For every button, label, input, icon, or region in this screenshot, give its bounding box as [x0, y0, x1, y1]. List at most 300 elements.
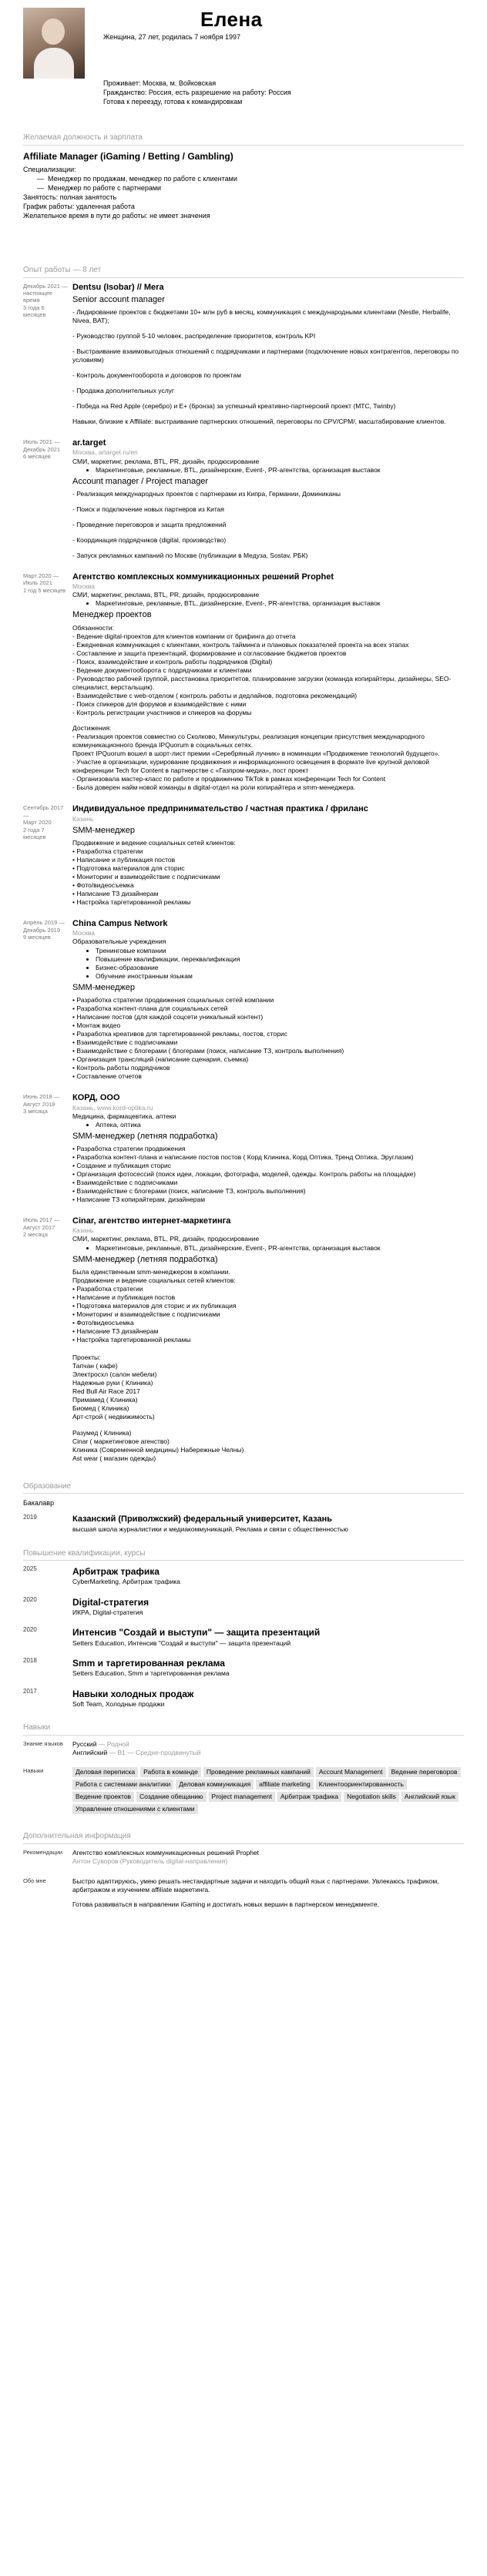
bullet-icon: • — [72, 1161, 77, 1169]
about-label: Обо мне — [23, 1877, 46, 1884]
duty-text: Организация трансляций (написание сценария, съемка) — [76, 1055, 249, 1064]
language-item — [72, 1740, 464, 1749]
company-industry: СМИ, маркетинг, реклама, BTL, PR, дизайн, продюсирование — [72, 457, 260, 465]
company-name: ar.target — [72, 438, 106, 448]
spec-item: — Менеджер по продажам, менеджер по работе с клиентами — [48, 174, 464, 183]
spacer — [72, 395, 464, 402]
duty-text: Подготовка материалов для сторис — [76, 864, 185, 873]
course-provider: Soft Team, Холодные продажи — [72, 1699, 165, 1708]
duty-line: - Проведение переговоров и защита предложений — [72, 520, 227, 528]
bullet-icon: • — [72, 1021, 77, 1030]
languages-row — [23, 1740, 464, 1758]
spacer — [72, 514, 464, 521]
industry-item: • Аптека, оптика — [96, 1121, 464, 1129]
duty-text: Мониторинг и взаимодействие с подписчиками — [76, 873, 220, 881]
skill-tag: Английский язык — [401, 1792, 458, 1802]
duty-item — [72, 1319, 464, 1327]
course-entry — [23, 1688, 464, 1709]
duty-text: Написание постов (для каждой соцсети уникальный контент) — [76, 1013, 264, 1021]
job-entry — [23, 438, 464, 560]
duty-item — [72, 1072, 464, 1081]
company-city: Казань — [72, 1226, 94, 1235]
desired-title: Affiliate Manager (iGaming / Betting / Gambling) — [23, 150, 233, 162]
travel-time: Желательное время в пути до работы: не имеет значения — [23, 212, 210, 220]
course-provider: ИКРА, Digital-стратегия — [72, 1608, 143, 1617]
industry-item: • Обучение иностранным языкам — [96, 972, 464, 981]
citizenship: Гражданство: Россия, есть разрешение на работу: Россия — [103, 89, 291, 97]
project-item: Примамед ( Клиника) — [72, 1396, 138, 1404]
course-title: Навыки холодных продаж — [72, 1688, 194, 1699]
spacer — [72, 529, 464, 536]
duty-item — [72, 1162, 464, 1170]
duty-line: - Победа на Red Apple (серебро) и E+ (бронза) за успешный креативно-партнерский проект (MTC, Twinby) — [72, 402, 396, 411]
duty-line: - Взаимодействие с web-отделом ( контроль работы и дедлайнов, подготовка рекомендаций) — [72, 691, 358, 699]
spec-label: Специализации: — [23, 165, 76, 173]
desired-section-title: Желаемая должность и зарплата — [23, 132, 464, 146]
company-city: Казань, www.kord-optika.ru — [72, 1103, 153, 1112]
duty-line: - Координация подрядчиков (digital, производство) — [72, 535, 227, 544]
duty-text: Фото/видеосъемка — [76, 881, 134, 890]
job-duration: 9 месяцев — [23, 934, 51, 941]
bullet-icon: • — [72, 855, 77, 864]
duty-line: - Поиск и подключение новых партнеров из Китая — [72, 505, 224, 513]
bullet-icon: • — [72, 1030, 77, 1038]
project-item: Надежные руки ( Клиника) — [72, 1379, 153, 1387]
duty-item — [72, 996, 464, 1005]
job-dates: Июль 2017 — Август 2017 — [23, 1216, 60, 1231]
job-duration: 1 год 5 месяцев — [23, 586, 66, 594]
course-provider: Setters Education, Smm и таргетированная реклама — [72, 1669, 230, 1678]
skill-tag: Арбитраж трафика — [277, 1792, 341, 1802]
language-name: Русский — [72, 1739, 97, 1748]
job-dates: Июнь 2018 — Август 2018 — [23, 1093, 60, 1108]
duty-item — [72, 1005, 464, 1013]
profile-photo — [23, 8, 85, 79]
job-role: Senior account manager — [72, 294, 165, 304]
bullet-icon: • — [72, 1196, 77, 1204]
duty-list — [72, 1145, 464, 1204]
duty-item — [72, 890, 464, 898]
bullet-icon: • — [72, 1336, 77, 1344]
bullet-icon: • — [72, 1013, 77, 1021]
duty-item — [72, 1047, 464, 1055]
duty-item — [72, 1021, 464, 1030]
job-entry — [23, 804, 464, 907]
duty-text: Написание ТЗ дизайнерам — [76, 1327, 159, 1336]
job-entry — [23, 1093, 464, 1204]
job-role: SMM-менеджер — [72, 825, 135, 835]
duty-text: Написание и публикация постов — [76, 1293, 176, 1301]
relocation: Готова к переезду, готова к командировкам — [103, 98, 243, 106]
bullet-icon: • — [72, 864, 77, 873]
bullet-icon: • — [72, 1004, 77, 1012]
bullet-icon: • — [72, 1310, 77, 1318]
candidate-name: Елена — [200, 8, 263, 31]
duty-line: - Участие в организации, курирование продвижения и информационного освещения в формате live крупной деловой конференции Tech for Content в партнерстве с «Газпром-медиа», пост проект — [72, 758, 430, 775]
skills-row — [23, 1767, 464, 1814]
spacer — [72, 1422, 464, 1429]
course-entry — [23, 1596, 464, 1618]
spacer — [72, 364, 464, 371]
spacer — [72, 325, 464, 332]
job-entry — [23, 283, 464, 427]
duty-item — [72, 1336, 464, 1344]
project-item: Разумед ( Клиника) — [72, 1428, 132, 1437]
duty-text: Взаимодействие с блогерами ( блогерами (поиск, написание ТЗ, контроль выполнения) — [76, 1047, 344, 1055]
course-entry — [23, 1657, 464, 1679]
qualifications-list — [23, 1565, 464, 1709]
duty-item — [72, 1187, 464, 1196]
education-year: 2019 — [23, 1514, 37, 1521]
skill-tag: Деловая коммуникация — [176, 1779, 254, 1789]
duty-text: Мониторинг и взаимодействие с подписчиками — [76, 1310, 220, 1318]
duty-line: - Руководство группой 5-10 человек, распределение приоритетов, контроль KPI — [72, 331, 316, 340]
projects-label: Проекты: — [72, 1353, 101, 1362]
education-row — [23, 1514, 464, 1534]
desired-section — [23, 132, 464, 265]
company-industry: Медицина, фармацевтика, аптеки — [72, 1112, 176, 1120]
company-name: Cinar, агентство интернет-маркетинга — [72, 1216, 231, 1226]
duty-text: Разработка стратегии продвижения социальных сетей компании — [76, 995, 274, 1004]
spacer — [72, 717, 464, 724]
duty-line: - Реализация проектов совместно со Сколково, Минкультуры, реализация концепции присутствия международного коммуникационного бренда IPQuorum в социальных сетях. — [72, 733, 425, 750]
project-item: Биомед ( Клиника) — [72, 1404, 129, 1413]
industry-item: • Маркетинговые, рекламные, BTL, дизайнерские, Event-, PR-агентства, организация выставок — [96, 1244, 464, 1253]
industry-item: • Бизнес-образование — [96, 964, 464, 972]
bullet-icon: • — [72, 1064, 77, 1072]
residence-block — [103, 79, 291, 106]
industry-item: • Повышение квалификации, переквалификация — [96, 955, 464, 964]
industry-item: • Маркетинговые, рекламные, BTL, дизайнерские, Event-, PR-агентства, организация выставок — [96, 466, 464, 475]
skill-tag: Деловая переписка — [72, 1767, 138, 1777]
job-intro: Была единственным smm-менеджером в компании. Продвижение и ведение социальных сетей клиентов: — [72, 1267, 236, 1284]
duty-text: Организация фотосессий (поиск идеи, локации, фотографа, моделей, одежды. Контроль работы на площадке) — [76, 1170, 416, 1179]
header-info — [103, 8, 291, 107]
duty-text: Фото/видеосъемка — [76, 1319, 134, 1327]
job-body — [68, 1216, 464, 1463]
bullet-icon: • — [72, 1047, 77, 1055]
course-entry — [23, 1626, 464, 1648]
duty-item — [72, 1179, 464, 1187]
duty-text: Написание ТЗ копирайтерам, дизайнерам — [76, 1196, 206, 1204]
course-year: 2020 — [23, 1595, 37, 1603]
company-city: Москва — [72, 582, 96, 591]
course-provider: Setters Education, Интенсив "Создай и выступи" — защита презентаций — [72, 1639, 291, 1647]
duty-item — [72, 1038, 464, 1047]
spec-list — [23, 174, 464, 193]
skill-tag: Клиентоориентированность — [316, 1779, 407, 1789]
job-dates-col — [23, 919, 68, 1081]
skill-tag: Project management — [209, 1792, 275, 1802]
skill-tag: affiliate marketing — [256, 1779, 313, 1789]
duty-item — [72, 881, 464, 890]
company-name: Индивидуальное предпринимательство / частная практика / фриланс — [72, 804, 368, 814]
skills-label: Навыки — [23, 1766, 44, 1774]
company-name: Агентство комплексных коммуникационных решений Prophet — [72, 572, 334, 582]
bullet-icon: • — [72, 898, 77, 907]
duty-item — [72, 1170, 464, 1179]
duty-line: Навыки, близкие к Affiliate: выстраивание партнерских отношений, переговоры по CPV/CPM/, масштабирование клиентов. — [72, 418, 446, 426]
bullet-icon: • — [72, 1187, 77, 1196]
duty-text: Настройка таргетированной рекламы — [76, 1336, 191, 1344]
course-title: Digital-стратегия — [72, 1596, 149, 1608]
course-title: Интенсив "Создай и выступи" — защита презентаций — [72, 1627, 321, 1639]
company-industry: СМИ, маркетинг, реклама, BTL, PR, дизайн, продюсирование — [72, 1235, 260, 1243]
job-duration: 3 месяца — [23, 1108, 48, 1115]
duty-line: - Продажа дополнительных услуг — [72, 387, 175, 395]
language-level: — Родной — [98, 1739, 129, 1748]
bullet-icon: • — [72, 890, 77, 898]
duty-line: - Была доверен найм новой команды в digital-отдел на роли копирайтера и smm-менеджера. — [72, 783, 356, 792]
course-body — [68, 1626, 464, 1648]
duty-item — [72, 1055, 464, 1064]
course-body — [68, 1657, 464, 1679]
job-body — [68, 804, 464, 907]
about-row — [23, 1877, 464, 1910]
duty-text: Написание ТЗ дизайнерам — [76, 890, 159, 898]
project-item: Red Bull Air Race 2017 — [72, 1387, 140, 1396]
language-item — [72, 1749, 464, 1757]
bullet-icon: • — [72, 1072, 77, 1081]
industry-list — [72, 947, 464, 981]
qualifications-section-title: Повышение квалификации, курсы — [23, 1548, 464, 1561]
company-name: China Campus Network — [72, 919, 168, 929]
duty-text: Взаимодействие с подписчиками — [76, 1179, 178, 1187]
job-dates: Сентябрь 2017 — Март 2020 — [23, 804, 64, 827]
project-item: Арт-строй ( недвижимость) — [72, 1413, 155, 1421]
spacer — [72, 340, 464, 347]
recommendations-label: Рекомендации — [23, 1848, 63, 1856]
duty-list — [72, 847, 464, 907]
duty-text: Подготовка материалов для сторис и их публикация — [76, 1301, 237, 1310]
resume-header — [23, 8, 464, 132]
job-entry — [23, 919, 464, 1081]
job-role: Менеджер проектов — [72, 610, 152, 620]
course-title: Smm и таргетированная реклама — [72, 1658, 225, 1669]
job-dates-col — [23, 1093, 68, 1204]
recommendations-row — [23, 1849, 464, 1867]
duty-line: - Ведение digital-проектов для клиентов компании от брифинга до отчета — [72, 632, 296, 640]
job-body — [68, 283, 464, 427]
company-city: Казань — [72, 814, 94, 823]
course-year: 2017 — [23, 1687, 37, 1695]
course-year: 2018 — [23, 1657, 37, 1665]
bullet-icon: • — [72, 1327, 77, 1336]
education-desc: высшая школа журналистики и медиакоммуникаций, Реклама и связи с общественностью — [72, 1525, 348, 1534]
skill-tag: Управление отношениями с клиентами — [72, 1804, 198, 1814]
duty-text: Контроль работы подрядчиков — [76, 1064, 170, 1072]
recommendation-person: Антон Суворов (Руководитель digital-направления) — [72, 1857, 228, 1866]
course-year: 2025 — [23, 1565, 37, 1573]
skill-tag: Создание обещанию — [136, 1792, 206, 1802]
bullet-icon: • — [72, 1284, 77, 1293]
course-title: Арбитраж трафика — [72, 1566, 160, 1578]
duty-item — [72, 873, 464, 881]
duty-line: - Лидирование проектов с бюджетами 10+ млн руб в месяц, коммуникация с международными клиентами (Nestle, Herbalife, Nivea, BAT); — [72, 307, 451, 324]
skill-tag: Проведение рекламных кампаний — [203, 1767, 314, 1777]
duty-line: - Контроль документооборота и договоров по проектам — [72, 371, 241, 380]
job-dates: Июль 2021 — Декабрь 2021 — [23, 438, 61, 453]
project-item: Клиника (Современной медицины) Набережные Челны) — [72, 1445, 244, 1454]
company-name: Dentsu (Isobar) // Mera — [72, 282, 164, 292]
course-body — [68, 1688, 464, 1709]
duty-text: Создание и публикация сторис — [76, 1161, 172, 1169]
duty-text: Взаимодействие с подписчиками — [76, 1038, 178, 1047]
industry-item: • Маркетинговые, рекламные, BTL, дизайнерские, Event-, PR-агентства, организация выставок — [96, 599, 464, 608]
project-item: Ast wear ( магазин одежды) — [72, 1454, 156, 1462]
course-body — [68, 1565, 464, 1587]
language-name: Английский — [72, 1749, 108, 1757]
duty-line: Обязанности: — [72, 623, 114, 632]
residence: Проживает: Москва, м. Войковская — [103, 79, 217, 88]
job-dates-col — [23, 804, 68, 907]
duty-text: Разработка контент-плана для социальных сетей — [76, 1004, 228, 1012]
skills-section — [23, 1722, 464, 1814]
spec-item: — Менеджер по работе с партнерами — [48, 183, 464, 193]
job-dates-col — [23, 1216, 68, 1463]
duty-line: - Реализация международных проектов с партнерами из Кипра, Германии, Доминиканы — [72, 489, 341, 498]
bullet-icon: • — [72, 847, 77, 855]
duty-line: - Запуск рекламных кампаний по Москве (публикации в Медуза, Sostav, РБК) — [72, 552, 308, 559]
education-name: Казанский (Приволжский) федеральный университет, Казань — [72, 1514, 332, 1524]
jobs-list — [23, 283, 464, 1463]
spacer — [72, 545, 464, 552]
duty-item — [72, 847, 464, 856]
job-body — [68, 919, 464, 1081]
bullet-icon: • — [72, 1144, 77, 1152]
duty-text: Разработка стратегии — [76, 1284, 143, 1293]
industry-list — [72, 1121, 464, 1129]
education-section-title: Образование — [23, 1481, 464, 1494]
duty-line: - Ведение документооборота с подрядчиками и клиентами — [72, 666, 252, 674]
skill-tag: Account Management — [316, 1767, 386, 1777]
language-level: — B1 — Средне-продвинутый — [109, 1749, 201, 1757]
duty-line: - Поиск спикеров для форумов и взаимодействие с ними — [72, 699, 247, 708]
additional-section — [23, 1831, 464, 1910]
duty-list — [72, 1285, 464, 1344]
skill-tag: Работа в команде — [140, 1767, 201, 1777]
duty-item — [72, 1064, 464, 1072]
job-role: Account manager / Project manager — [72, 476, 209, 486]
company-industry: СМИ, маркетинг, реклама, BTL, PR, дизайн, продюсирование — [72, 591, 260, 599]
duty-line: - Составление и защита презентаций, формирование и согласование бюджетов проектов — [72, 649, 347, 657]
bullet-icon: • — [72, 1301, 77, 1310]
duty-item — [72, 1013, 464, 1021]
course-body — [68, 1596, 464, 1618]
duty-item — [72, 1302, 464, 1310]
job-body — [68, 572, 464, 792]
job-intro: Продвижение и ведение социальных сетей клиентов: — [72, 838, 236, 847]
course-year: 2020 — [23, 1626, 37, 1634]
industry-list — [72, 599, 464, 608]
job-role: SMM-менеджер — [72, 982, 135, 992]
bullet-icon: • — [72, 1179, 77, 1187]
company-industry: Образовательные учреждения — [72, 937, 166, 946]
duty-item — [72, 1293, 464, 1302]
bullet-icon: • — [72, 1152, 77, 1161]
duty-item — [72, 1285, 464, 1293]
duty-item — [72, 1196, 464, 1204]
spacer — [72, 380, 464, 387]
bullet-icon: • — [72, 1293, 77, 1301]
industry-list — [72, 466, 464, 475]
bullet-icon: • — [72, 1319, 77, 1327]
bullet-icon: • — [72, 881, 77, 890]
course-entry — [23, 1565, 464, 1587]
duty-text: Составление отчетов — [76, 1072, 142, 1081]
duty-item — [72, 1153, 464, 1162]
duty-text: Разработка креативов для таргетированной рекламы, постов, сторис — [76, 1030, 287, 1038]
experience-section — [23, 265, 464, 1463]
job-entry — [23, 1216, 464, 1463]
job-body — [68, 438, 464, 560]
job-dates: Апрель 2019 — Декабрь 2019 — [23, 919, 65, 934]
job-duration: 2 месяца — [23, 1230, 48, 1238]
about-text: Готова развиваться в направлении iGaming и достигать новых вершин в партнерском менеджменте. — [72, 1900, 379, 1909]
duty-line: - Руководство рабочей группой, расстановка приоритетов, планирование загрузки (команда копирайтеры, дизайнеры, SEO-специалист, верстальщик). — [72, 674, 452, 691]
duty-line: - Поиск, взаимодействие и контроль работы подрядчиков (Digital) — [72, 657, 273, 666]
bullet-icon: • — [72, 995, 77, 1004]
spacer — [72, 498, 464, 505]
bullet-icon: • — [72, 873, 77, 881]
job-duration: 3 года 6 месяцев — [23, 304, 46, 318]
skill-tag: Ведение переговоров — [388, 1767, 461, 1777]
duty-item — [72, 856, 464, 864]
company-city: Москва, artarget.ru/en — [72, 448, 138, 457]
duty-item — [72, 1145, 464, 1153]
job-dates-col — [23, 438, 68, 560]
candidate-meta: Женщина, 27 лет, родилась 7 ноября 1997 — [103, 33, 241, 41]
project-item: Сinar ( маркетинговое агенство) — [72, 1437, 170, 1445]
company-city: Москва — [72, 929, 96, 937]
bullet-icon: • — [72, 1170, 77, 1179]
duty-line: - Выстраивание взаимовыгодных отношений с подрядчиками и партнерами (подключение новых контрагентов, переговоры по условиям) — [72, 347, 459, 364]
duty-text: Разработка стратегии продвижения — [76, 1144, 186, 1152]
job-dates-col — [23, 572, 68, 792]
duty-item — [72, 1327, 464, 1336]
spacer — [72, 411, 464, 418]
project-item: Тапчан ( кафе) — [72, 1362, 118, 1370]
project-item: Электросхл (салон мебели) — [72, 1370, 157, 1379]
languages-label: Знание языков — [23, 1739, 63, 1747]
industry-list — [72, 1244, 464, 1253]
job-duration: 6 месяцев — [23, 453, 51, 461]
duty-text: Взаимодействие с блогерами (поиск, написание ТЗ, контроль выполнения) — [76, 1187, 306, 1196]
additional-section-title: Дополнительная информация — [23, 1831, 464, 1844]
job-dates-col — [23, 283, 68, 427]
duty-item — [72, 898, 464, 907]
job-body — [68, 1093, 464, 1204]
bullet-icon: • — [72, 1038, 77, 1047]
course-provider: CyberMarketing, Арбитраж трафика — [72, 1578, 180, 1586]
about-text: Быстро адаптируюсь, умею решать нестандартные задачи и находить общий язык с партнерами. Увлекаюсь трафиком, арбитражом и изучением affiliate маркетинга. — [72, 1877, 439, 1893]
job-dates: Декабрь 2021 — настоящее время — [23, 282, 68, 304]
skills-section-title: Навыки — [23, 1722, 464, 1736]
job-dates: Март 2020 — Июль 2021 — [23, 572, 59, 587]
duty-item — [72, 1310, 464, 1319]
duty-item — [72, 864, 464, 873]
duty-text: Написание и публикация постов — [76, 855, 176, 864]
industry-item: • Тренинговые компании — [96, 947, 464, 955]
duty-line: Достижения: — [72, 724, 112, 733]
duty-line: - Ежедневная коммуникация с клиентами, контроль тайминга и плановых показателей проекта на всех этапах — [72, 640, 409, 649]
qualifications-section — [23, 1548, 464, 1709]
education-section — [23, 1481, 464, 1535]
duty-line: - Контроль регистрации участников и спикеров на форумы — [72, 709, 252, 717]
duty-text: Разработка стратегии — [76, 847, 143, 855]
recommendation-company: Агентство комплексных коммуникационных решений Prophet — [72, 1848, 260, 1857]
duty-line: - Организовала мастер-класс по работе и продвижению TikTok в рамках конференции Tech for Content — [72, 775, 386, 783]
